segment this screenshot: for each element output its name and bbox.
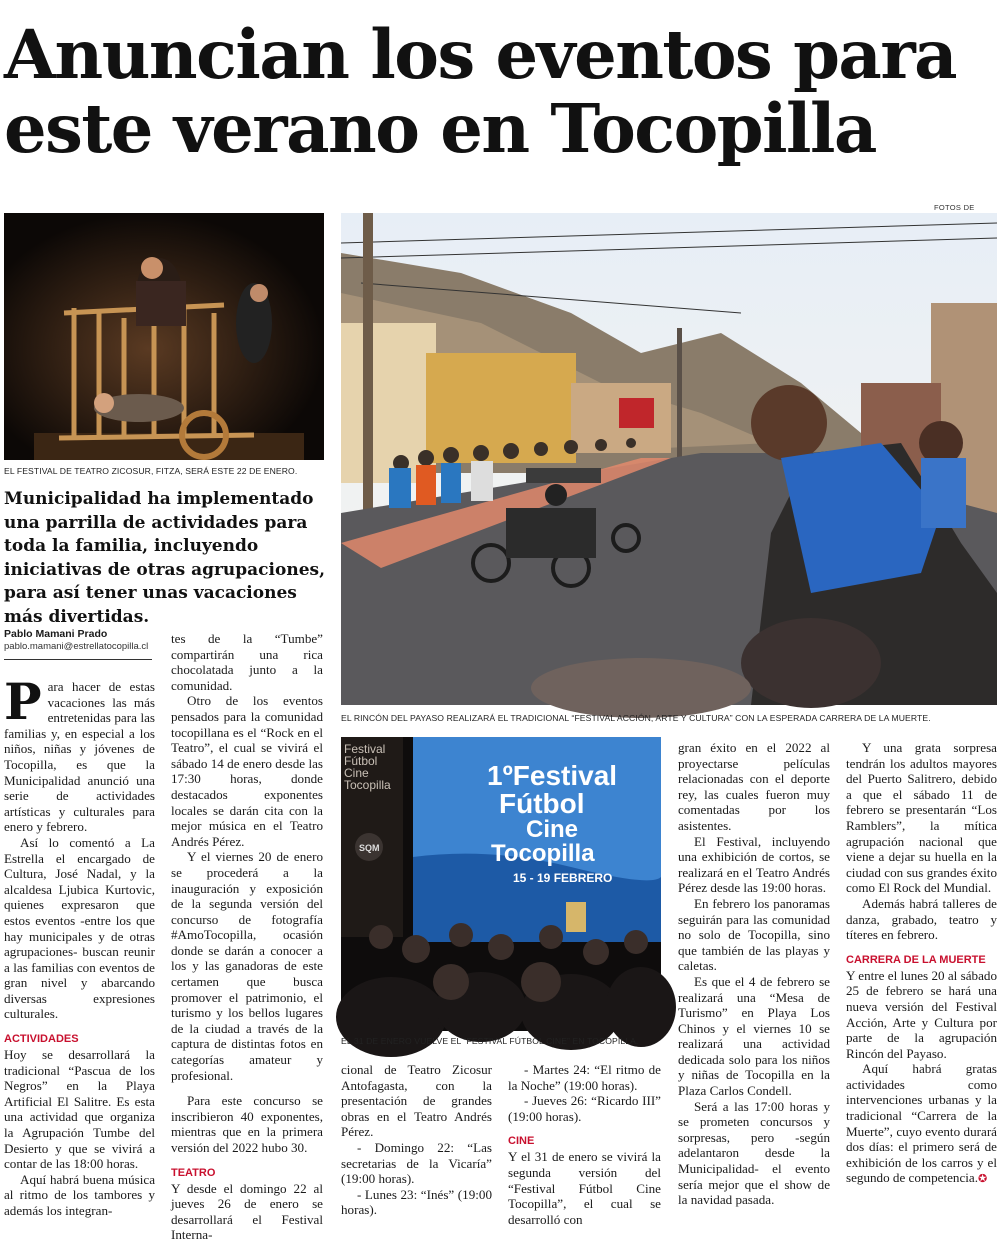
column-2-paragraph-1: tes de la “Tumbe” compartirán una rica chocolatada junto a la comunidad. bbox=[171, 631, 323, 693]
column-2b-paragraph-1: cional de Teatro Zicosur Antofagasta, con la presentación de grandes obras en el Teatro Andrés Pérez. bbox=[341, 1062, 492, 1140]
article-column-2 bbox=[171, 631, 323, 1243]
column-1-paragraph-4: Aquí habrá buena música al ritmo de los tambores y además los integran- bbox=[4, 1171, 155, 1218]
section-heading-cine: CINE bbox=[508, 1135, 535, 1148]
schedule-item-martes: - Martes 24: “El ritmo de la Noche” (19:00 horas). bbox=[508, 1062, 661, 1093]
schedule-item-jueves: - Jueves 26: “Ricardo III” (19:00 horas). bbox=[508, 1093, 661, 1124]
column-4-paragraph-1: gran éxito en el 2022 al proyectarse películas relacionadas con el deporte rey, las cuales fueron muy comentadas por los asistentes. bbox=[678, 740, 830, 833]
column-4-paragraph-2: El Festival, incluyendo una exhibición de cortos, se realizará en el Teatro Andrés Pérez desde las 19:00 horas. bbox=[678, 833, 830, 896]
screen-dates: 15 - 19 FEBRERO bbox=[513, 871, 613, 885]
column-2-paragraph-2: Otro de los eventos pensados para la comunidad tocopillana es el “Rock en el Teatro”, el cual se vivirá el sábado 14 de enero desde las 17:30 horas, donde destacados exponentes locales se darán cita con la mejor música en el Teatro Andrés Pérez. bbox=[171, 693, 323, 849]
banner-text-4: Tocopilla bbox=[344, 778, 391, 792]
cinema-photo bbox=[341, 737, 661, 1031]
banner-text-2: Fútbol bbox=[344, 754, 378, 768]
article-column-5 bbox=[846, 740, 997, 1232]
race-photo-caption: EL RINCÓN DEL PAYASO REALIZARÁ EL TRADICIONAL “FESTIVAL ACCIÓN, ARTE Y CULTURA” CON LA ESPERADA CARRERA DE LA MUERTE. bbox=[341, 713, 931, 723]
cinema-photo-caption: EL 31 DE ENERO VUELVE EL “FESTIVAL FÚTBOL CINE” EN TOCOPILLA. bbox=[341, 1036, 639, 1046]
theater-photo bbox=[4, 213, 324, 460]
drop-cap: P bbox=[4, 672, 42, 731]
column-5-paragraph-1: Y una grata sorpresa tendrán los adultos mayores del Puerto Salitrero, debido a que el sábado 11 de febrero se presentarán “Los Ramblers”, la mítica agrupación nacional que viene a dejar su huella en la ciudad con sus grandes éxito como El Rock del Mundial. bbox=[846, 740, 997, 896]
column-1-paragraph-1: Para hacer de estas vacaciones las más entretenidas para las familias y, en especial a los niños, niñas y jóvenes de Tocopilla, es que la Municipalidad anunció una serie de actividades artísticas y culturales para enero y febrero. bbox=[4, 672, 155, 835]
theater-photo-caption: EL FESTIVAL DE TEATRO ZICOSUR, FITZA, SERÁ ESTE 22 DE ENERO. bbox=[4, 466, 298, 476]
column-5-paragraph-4: Aquí habrá gratas actividades como intervenciones urbanas y la tradicional “Carrera de la Muerte”, cuyo evento durará dos días: el primero será de exhibición de los carros y el segundo de competencia.✪ bbox=[846, 1061, 997, 1186]
column-2-paragraph-4: Para este concurso se inscribieron 40 exponentes, mientras que en la primera versión del 2022 hubo 30. bbox=[171, 1093, 323, 1155]
banner-text-1: Festival bbox=[344, 742, 386, 756]
article-column-4 bbox=[678, 740, 830, 1232]
schedule-item-lunes: - Lunes 23: “Inés” (19:00 horas). bbox=[341, 1186, 492, 1218]
byline-name: Pablo Mamani Prado bbox=[4, 628, 108, 640]
byline bbox=[4, 628, 164, 653]
screen-title-4: Tocopilla bbox=[491, 840, 595, 867]
article-column-1 bbox=[4, 672, 155, 1231]
column-3b-paragraph-1: Y el 31 de enero se vivirá la segunda versión del “Festival Fútbol Cine Tocopilla”, el cual se desarrolló con bbox=[508, 1149, 661, 1227]
photo-credit: FOTOS DE bbox=[934, 203, 975, 212]
lead-paragraph: Municipalidad ha implementado una parrilla de actividades para toda la familia, incluyendo iniciativas de otras agrupaciones, para así tener unas vacaciones más divertidas. bbox=[4, 489, 325, 627]
banner-text-3: Cine bbox=[344, 766, 369, 780]
screen-title-1: 1ºFestival bbox=[487, 760, 618, 791]
article-column-3b bbox=[508, 1062, 661, 1232]
column-1-paragraph-2: Así lo comentó a La Estrella el encargado de Cultura, José Nadal, y la alcaldesa Ljubica Kurtovic, quienes expresaron que estos eventos -entre los que hay municipales y de otras agrupaciones- buscan reunir a las familias con eventos de gran nivel y abarcando diversas expresiones culturales. bbox=[4, 834, 155, 1022]
column-5-paragraph-3: Y entre el lunes 20 al sábado 25 de febrero se hará una nueva versión del Festival Acción, Arte y Cultura por parte de la agrupación Rincón del Payaso. bbox=[846, 967, 997, 1061]
section-heading-carrera: CARRERA DE LA MUERTE bbox=[846, 953, 986, 966]
column-2-paragraph-3: Y el viernes 20 de enero se procederá a la inauguración y exposición de la segunda versión del concurso de fotografía #AmoTocopilla, ocasión donde se darán a conocer a los y las ganadoras de este certamen que busca promover el patrimonio, el turismo y los bellos lugares de la ciudad a través de la captura de distintas fotos en categorías amateur y profesional. bbox=[171, 849, 323, 1083]
column-4-paragraph-5: Será a las 17:00 horas y se prometen concursos y sorpresas, pero -según adelantaron desde la Municipalidad- el evento sería mejor que el show de la navidad pasada. bbox=[678, 1098, 830, 1208]
schedule-item-domingo: - Domingo 22: “Las secretarias de la Vicaría” (19:00 horas). bbox=[341, 1139, 492, 1187]
column-4-paragraph-4: Es que el 4 de febrero se realizará una “Mesa de Turismo” en Playa Los Chinos y el viernes 10 se realizará una actividad dedicada solo para los niños y niñas de Tocopilla en la Plaza Carlos Condell. bbox=[678, 973, 830, 1099]
sponsor-logo: SQM bbox=[359, 843, 380, 853]
column-2-paragraph-5: Y desde el domingo 22 al jueves 26 de enero se desarrollará el Festival Interna- bbox=[171, 1180, 323, 1243]
article-column-2b bbox=[341, 1062, 492, 1232]
headline bbox=[4, 15, 994, 168]
section-heading-actividades: ACTIVIDADES bbox=[4, 1033, 79, 1046]
headline-line-2: este verano en Tocopilla bbox=[4, 89, 876, 168]
section-heading-teatro: TEATRO bbox=[171, 1166, 216, 1179]
end-mark-icon: ✪ bbox=[977, 1173, 988, 1186]
headline-line-1: Anuncian los eventos para bbox=[4, 15, 957, 94]
byline-divider bbox=[4, 659, 152, 660]
column-4-paragraph-3: En febrero los panoramas seguirán para las comunidad no solo de Tocopilla, sino que también de las playas y caletas. bbox=[678, 895, 830, 974]
screen-title-3: Cine bbox=[526, 816, 579, 843]
column-5-paragraph-2: Además habrá talleres de danza, grabado, teatro y títeres en febrero. bbox=[846, 895, 997, 943]
byline-email: pablo.mamani@estrellatocopilla.cl bbox=[4, 641, 149, 652]
screen-title-2: Fútbol bbox=[499, 788, 585, 819]
race-photo bbox=[341, 213, 997, 705]
column-1-paragraph-3: Hoy se desarrollará la tradicional “Pascua de los Negros” en la Playa Artificial El Salitre. Es esta una actividad que organiza la Agrupación Tumbe del Desierto y que se vivirá a contar de las 18:00 horas. bbox=[4, 1047, 155, 1172]
